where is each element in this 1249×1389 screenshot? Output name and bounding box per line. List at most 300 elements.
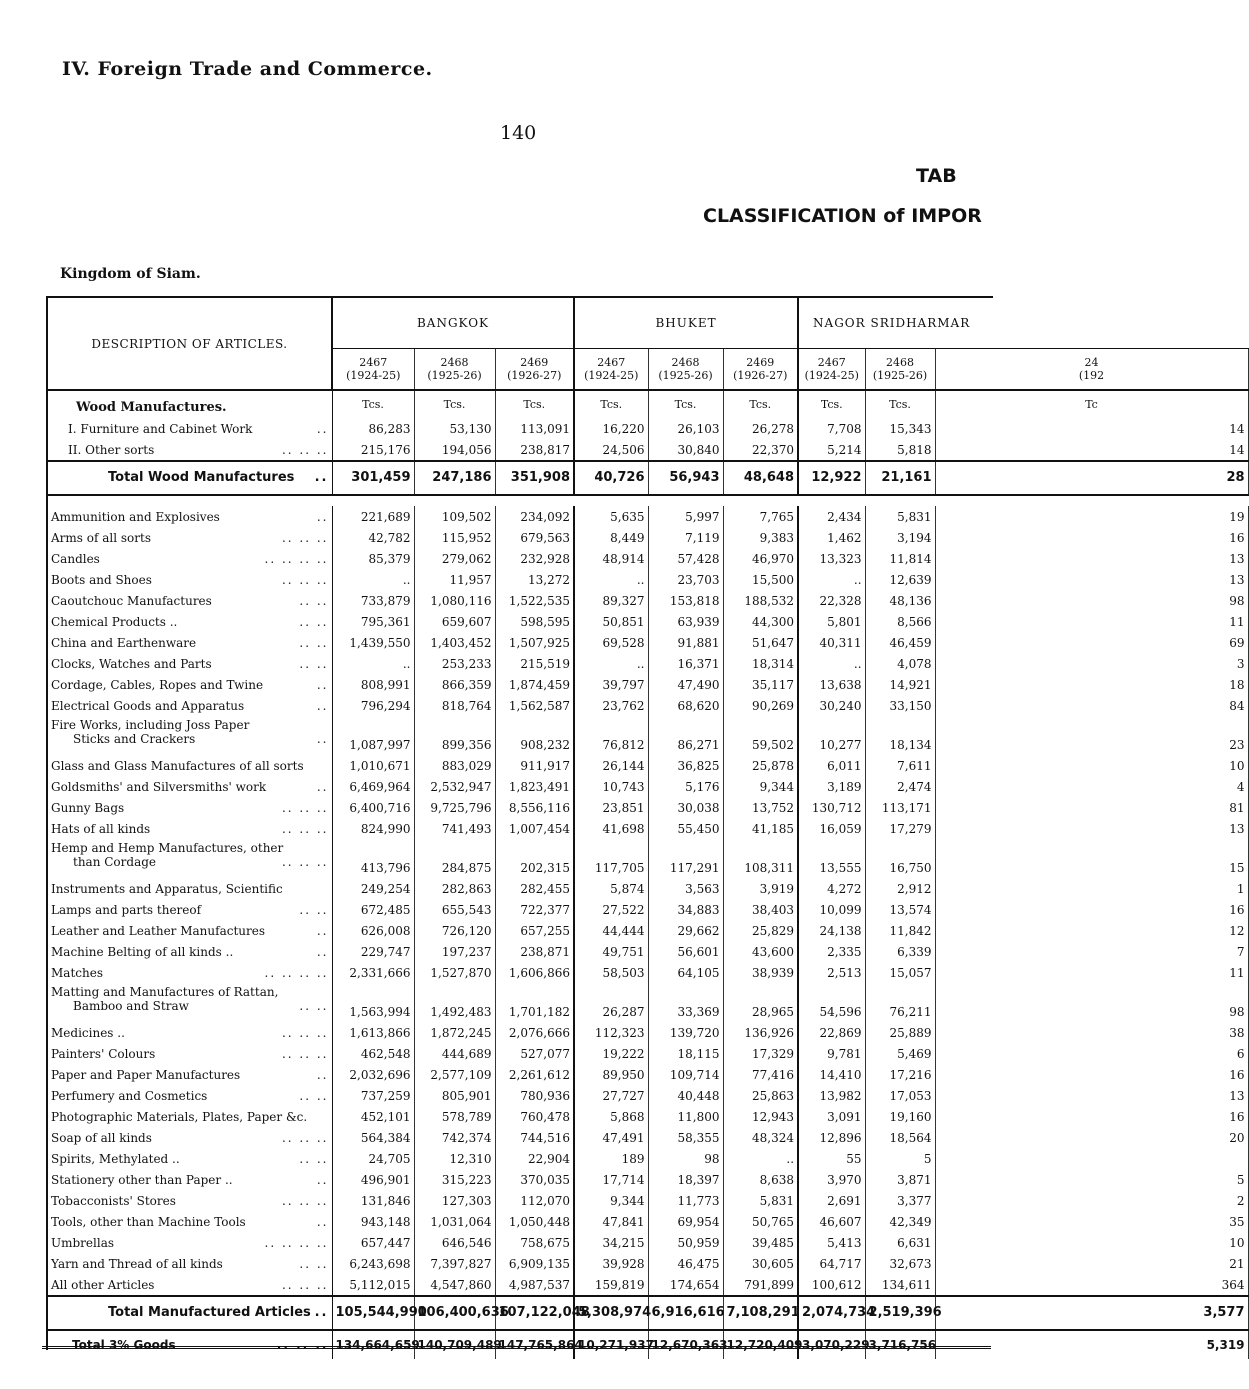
- value-cell: 18,134: [865, 716, 935, 755]
- table-row: [48, 1085, 1248, 1106]
- value-cell: 13,272: [495, 569, 574, 590]
- value-cell: 5,308,974: [574, 1296, 648, 1330]
- article-description: [48, 632, 332, 653]
- value-cell: 2,513: [798, 962, 865, 983]
- article-label: Total 3% Goods: [72, 1338, 176, 1352]
- value-cell: 1,606,866: [495, 962, 574, 983]
- value-cell: 10: [935, 1232, 1248, 1253]
- value-cell: 672,485: [332, 899, 414, 920]
- unit-cell: Tcs.: [495, 390, 574, 418]
- region-header-bangkok: BANGKOK: [332, 298, 574, 349]
- year-header: [414, 349, 495, 391]
- article-description: [48, 674, 332, 695]
- value-cell: 109,502: [414, 506, 495, 527]
- value-cell: 24,138: [798, 920, 865, 941]
- value-cell: 22,370: [723, 439, 798, 461]
- value-cell: 598,595: [495, 611, 574, 632]
- value-cell: 795,361: [332, 611, 414, 632]
- value-cell: 12,670,363: [648, 1330, 723, 1359]
- value-cell: 22,904: [495, 1148, 574, 1169]
- year-header: [798, 349, 865, 391]
- leader-dots: .. .. ..: [281, 1277, 329, 1292]
- value-cell: 17,714: [574, 1169, 648, 1190]
- value-cell: 81: [935, 797, 1248, 818]
- value-cell: 68,620: [648, 695, 723, 716]
- value-cell: 42,782: [332, 527, 414, 548]
- value-cell: 85,379: [332, 548, 414, 569]
- value-cell: 98: [648, 1148, 723, 1169]
- article-description: [48, 1022, 332, 1043]
- unit-cell: Tcs.: [865, 390, 935, 418]
- value-cell: 796,294: [332, 695, 414, 716]
- value-cell: 13,323: [798, 548, 865, 569]
- article-label: Yarn and Thread of all kinds: [51, 1256, 223, 1271]
- article-label: Goldsmiths' and Silversmiths' work: [51, 779, 267, 794]
- leader-dots: .. .. ..: [281, 800, 329, 815]
- value-cell: 908,232: [495, 716, 574, 755]
- value-cell: 2,519,396: [865, 1296, 935, 1330]
- leader-dots: ..: [314, 1305, 329, 1320]
- leader-dots: .. ..: [299, 1088, 329, 1103]
- value-cell: 7: [935, 941, 1248, 962]
- value-cell: 30,240: [798, 695, 865, 716]
- value-cell: 16,220: [574, 418, 648, 439]
- value-cell: 29,662: [648, 920, 723, 941]
- value-cell: 27,727: [574, 1085, 648, 1106]
- value-cell: 462,548: [332, 1043, 414, 1064]
- table-row: [48, 776, 1248, 797]
- value-cell: 24,506: [574, 439, 648, 461]
- leader-dots: ..: [316, 1067, 329, 1082]
- leader-dots: ..: [316, 509, 329, 524]
- value-cell: 2,691: [798, 1190, 865, 1211]
- value-cell: 26,278: [723, 418, 798, 439]
- article-label: Cordage, Cables, Ropes and Twine: [51, 677, 264, 692]
- value-cell: 22,328: [798, 590, 865, 611]
- value-cell: 282,455: [495, 878, 574, 899]
- value-cell: 15: [935, 839, 1248, 878]
- article-label: Caoutchouc Manufactures: [51, 593, 212, 608]
- leader-dots: .. .. ..: [276, 1338, 329, 1352]
- value-cell: 5,469: [865, 1043, 935, 1064]
- table-row: [48, 1043, 1248, 1064]
- article-description: [48, 653, 332, 674]
- value-cell: 17,329: [723, 1043, 798, 1064]
- value-cell: 1,701,182: [495, 983, 574, 1022]
- table-row: [48, 548, 1248, 569]
- article-label: Soap of all kinds: [51, 1130, 152, 1145]
- value-cell: 655,543: [414, 899, 495, 920]
- value-cell: 50,765: [723, 1211, 798, 1232]
- value-cell: 1,080,116: [414, 590, 495, 611]
- value-cell: 58,355: [648, 1127, 723, 1148]
- article-description: [48, 962, 332, 983]
- value-cell: 722,377: [495, 899, 574, 920]
- value-cell: 1,010,671: [332, 755, 414, 776]
- value-cell: 48,914: [574, 548, 648, 569]
- value-cell: 89,950: [574, 1064, 648, 1085]
- value-cell: 1,563,994: [332, 983, 414, 1022]
- value-cell: 86,283: [332, 418, 414, 439]
- table-label: TAB: [916, 165, 957, 187]
- article-label-cont: Bamboo and Straw: [73, 999, 189, 1013]
- value-cell: 109,714: [648, 1064, 723, 1085]
- article-label: Arms of all sorts: [51, 530, 151, 545]
- grand-total-row: [48, 1330, 1248, 1359]
- year-header: [574, 349, 648, 391]
- value-cell: 90,269: [723, 695, 798, 716]
- article-label: Electrical Goods and Apparatus: [51, 698, 245, 713]
- value-cell: 174,654: [648, 1274, 723, 1296]
- value-cell: ..: [798, 569, 865, 590]
- wood-total-row: [48, 461, 1248, 495]
- unit-cell: Tc: [935, 390, 1248, 418]
- leader-dots: .. .. ..: [281, 1193, 329, 1208]
- value-cell: 10: [935, 755, 1248, 776]
- value-cell: 98: [935, 590, 1248, 611]
- value-cell: 741,493: [414, 818, 495, 839]
- value-cell: 40,311: [798, 632, 865, 653]
- table-row: [48, 1106, 1248, 1127]
- value-cell: 215,176: [332, 439, 414, 461]
- value-cell: 626,008: [332, 920, 414, 941]
- article-description: [48, 920, 332, 941]
- table-row: [48, 818, 1248, 839]
- value-cell: 11,957: [414, 569, 495, 590]
- value-cell: 249,254: [332, 878, 414, 899]
- article-label: Fire Works, including Joss Paper: [51, 718, 250, 732]
- article-description: [48, 1296, 332, 1330]
- value-cell: 7,119: [648, 527, 723, 548]
- value-cell: 117,291: [648, 839, 723, 878]
- article-description: [48, 899, 332, 920]
- value-cell: 805,901: [414, 1085, 495, 1106]
- value-cell: 14: [935, 418, 1248, 439]
- value-cell: 3,716,756: [865, 1330, 935, 1359]
- value-cell: 1,562,587: [495, 695, 574, 716]
- value-cell: 14: [935, 439, 1248, 461]
- value-cell: 16,371: [648, 653, 723, 674]
- leader-dots: .. .. ..: [281, 855, 329, 869]
- year-be: 2468: [886, 356, 915, 369]
- value-cell: 4,987,537: [495, 1274, 574, 1296]
- value-cell: 38: [935, 1022, 1248, 1043]
- value-cell: 139,720: [648, 1022, 723, 1043]
- value-cell: 284,875: [414, 839, 495, 878]
- value-cell: 6,243,698: [332, 1253, 414, 1274]
- value-cell: 16,059: [798, 818, 865, 839]
- article-label: Glass and Glass Manufactures of all sorts: [51, 758, 304, 773]
- value-cell: 100,612: [798, 1274, 865, 1296]
- year-be: 24: [1084, 356, 1099, 369]
- table-row: [48, 716, 1248, 755]
- value-cell: 7,108,291: [723, 1296, 798, 1330]
- article-description: [48, 548, 332, 569]
- year-header: [332, 349, 414, 391]
- value-cell: 47,490: [648, 674, 723, 695]
- page-number: 140: [500, 122, 537, 144]
- value-cell: 30,605: [723, 1253, 798, 1274]
- value-cell: 40,726: [574, 461, 648, 495]
- value-cell: 53,130: [414, 418, 495, 439]
- year-ad: (192: [1078, 369, 1105, 382]
- value-cell: 30,038: [648, 797, 723, 818]
- article-description: [48, 716, 332, 755]
- value-cell: 733,879: [332, 590, 414, 611]
- value-cell: 54,596: [798, 983, 865, 1022]
- article-label: Leather and Leather Manufactures: [51, 923, 265, 938]
- article-description: [48, 1148, 332, 1169]
- year-header: [648, 349, 723, 391]
- year-be: 2469: [746, 356, 775, 369]
- value-cell: 17,216: [865, 1064, 935, 1085]
- section-heading: IV. Foreign Trade and Commerce.: [62, 58, 433, 80]
- table-row: [48, 506, 1248, 527]
- value-cell: 215,519: [495, 653, 574, 674]
- value-cell: 2,331,666: [332, 962, 414, 983]
- value-cell: 9,781: [798, 1043, 865, 1064]
- value-cell: 24,705: [332, 1148, 414, 1169]
- article-label: Candles: [51, 551, 100, 566]
- value-cell: 18,314: [723, 653, 798, 674]
- article-description: [48, 1106, 332, 1127]
- value-cell: 2,074,734: [798, 1296, 865, 1330]
- table-row: [48, 899, 1248, 920]
- value-cell: 153,818: [648, 590, 723, 611]
- value-cell: 91,881: [648, 632, 723, 653]
- article-label: Gunny Bags: [51, 800, 125, 815]
- value-cell: 2,335: [798, 941, 865, 962]
- value-cell: 4,547,860: [414, 1274, 495, 1296]
- value-cell: 5,801: [798, 611, 865, 632]
- value-cell: 3,970: [798, 1169, 865, 1190]
- article-description: [48, 506, 332, 527]
- value-cell: 808,991: [332, 674, 414, 695]
- value-cell: 140,709,489: [414, 1330, 495, 1359]
- article-description: [48, 776, 332, 797]
- value-cell: 2,532,947: [414, 776, 495, 797]
- article-description: [48, 983, 332, 1022]
- value-cell: 818,764: [414, 695, 495, 716]
- value-cell: 98: [935, 983, 1248, 1022]
- value-cell: 370,035: [495, 1169, 574, 1190]
- value-cell: 232,928: [495, 548, 574, 569]
- value-cell: 883,029: [414, 755, 495, 776]
- article-description: [48, 1127, 332, 1148]
- value-cell: 49,751: [574, 941, 648, 962]
- value-cell: 188,532: [723, 590, 798, 611]
- unit-cell: Tcs.: [723, 390, 798, 418]
- year-ad: (1924-25): [346, 369, 401, 382]
- year-be: 2468: [440, 356, 469, 369]
- value-cell: 48,136: [865, 590, 935, 611]
- article-description: [48, 1190, 332, 1211]
- value-cell: 1,522,535: [495, 590, 574, 611]
- value-cell: 58,503: [574, 962, 648, 983]
- value-cell: 113,171: [865, 797, 935, 818]
- value-cell: 25,878: [723, 755, 798, 776]
- value-cell: 5,997: [648, 506, 723, 527]
- value-cell: 866,359: [414, 674, 495, 695]
- value-cell: 315,223: [414, 1169, 495, 1190]
- value-cell: ..: [332, 569, 414, 590]
- value-cell: 5,868: [574, 1106, 648, 1127]
- value-cell: 147,765,864: [495, 1330, 574, 1359]
- leader-dots: .. .. .. ..: [264, 551, 329, 566]
- year-header: [495, 349, 574, 391]
- value-cell: 5,319: [935, 1330, 1248, 1359]
- value-cell: 35,117: [723, 674, 798, 695]
- value-cell: 6,916,616: [648, 1296, 723, 1330]
- value-cell: 64,105: [648, 962, 723, 983]
- table-row: [48, 1253, 1248, 1274]
- value-cell: 1,872,245: [414, 1022, 495, 1043]
- value-cell: 943,148: [332, 1211, 414, 1232]
- table-row: [48, 755, 1248, 776]
- value-cell: 46,970: [723, 548, 798, 569]
- value-cell: 16: [935, 899, 1248, 920]
- value-cell: 13: [935, 548, 1248, 569]
- value-cell: 59,502: [723, 716, 798, 755]
- leader-dots: .. ..: [299, 902, 329, 917]
- value-cell: 18,115: [648, 1043, 723, 1064]
- value-cell: 1,007,454: [495, 818, 574, 839]
- article-label: Medicines ..: [51, 1025, 125, 1040]
- value-cell: 21,161: [865, 461, 935, 495]
- value-cell: 30,840: [648, 439, 723, 461]
- leader-dots: ..: [316, 944, 329, 959]
- value-cell: 112,323: [574, 1022, 648, 1043]
- value-cell: 3,070,229: [798, 1330, 865, 1359]
- value-cell: 48,648: [723, 461, 798, 495]
- value-cell: 646,546: [414, 1232, 495, 1253]
- article-description: [48, 1232, 332, 1253]
- article-label: Hats of all kinds: [51, 821, 151, 836]
- value-cell: 76,211: [865, 983, 935, 1022]
- imports-classification-table: [48, 298, 1249, 1359]
- value-cell: 238,871: [495, 941, 574, 962]
- value-cell: 16: [935, 1064, 1248, 1085]
- year-ad: (1924-25): [804, 369, 859, 382]
- value-cell: 1,492,483: [414, 983, 495, 1022]
- value-cell: 28: [935, 461, 1248, 495]
- value-cell: 364: [935, 1274, 1248, 1296]
- value-cell: 5,214: [798, 439, 865, 461]
- value-cell: 189: [574, 1148, 648, 1169]
- value-cell: 760,478: [495, 1106, 574, 1127]
- article-label-cont: Sticks and Crackers: [73, 732, 196, 746]
- value-cell: ..: [723, 1148, 798, 1169]
- unit-cell: Tcs.: [574, 390, 648, 418]
- region-header-bhuket: BHUKET: [574, 298, 798, 349]
- article-description: [48, 1043, 332, 1064]
- value-cell: 11,842: [865, 920, 935, 941]
- value-cell: 46,459: [865, 632, 935, 653]
- value-cell: 3,091: [798, 1106, 865, 1127]
- value-cell: 7,397,827: [414, 1253, 495, 1274]
- value-cell: 43,600: [723, 941, 798, 962]
- article-label: Chemical Products ..: [51, 614, 178, 629]
- value-cell: 134,611: [865, 1274, 935, 1296]
- article-label: Tools, other than Machine Tools: [51, 1214, 246, 1229]
- unit-cell: Tcs.: [798, 390, 865, 418]
- value-cell: 2,032,696: [332, 1064, 414, 1085]
- table-row: [48, 962, 1248, 983]
- table-row: [48, 439, 1248, 461]
- value-cell: 12,943: [723, 1106, 798, 1127]
- value-cell: 41,698: [574, 818, 648, 839]
- article-label: Boots and Shoes: [51, 572, 152, 587]
- value-cell: 679,563: [495, 527, 574, 548]
- leader-dots: ..: [316, 779, 329, 794]
- value-cell: 23,703: [648, 569, 723, 590]
- value-cell: 39,797: [574, 674, 648, 695]
- article-label: Clocks, Watches and Parts: [51, 656, 212, 671]
- value-cell: 8,449: [574, 527, 648, 548]
- value-cell: 726,120: [414, 920, 495, 941]
- value-cell: 16,750: [865, 839, 935, 878]
- value-cell: 38,939: [723, 962, 798, 983]
- value-cell: 47,841: [574, 1211, 648, 1232]
- value-cell: 2,577,109: [414, 1064, 495, 1085]
- value-cell: 444,689: [414, 1043, 495, 1064]
- article-label: Perfumery and Cosmetics: [51, 1088, 208, 1103]
- value-cell: 33,369: [648, 983, 723, 1022]
- article-description: [48, 755, 332, 776]
- value-cell: 1,527,870: [414, 962, 495, 983]
- table-row: [48, 632, 1248, 653]
- value-cell: 25,889: [865, 1022, 935, 1043]
- table-bottom-rule: [42, 1346, 991, 1349]
- value-cell: 39,485: [723, 1232, 798, 1253]
- article-description: [48, 569, 332, 590]
- leader-dots: .. ..: [299, 656, 329, 671]
- article-description: [48, 439, 332, 461]
- leader-dots: ..: [316, 698, 329, 713]
- table-row: [48, 1127, 1248, 1148]
- article-description: [48, 1330, 332, 1359]
- value-cell: 105,544,990: [332, 1296, 414, 1330]
- value-cell: [935, 1148, 1248, 1169]
- spacer-row: [48, 495, 1248, 506]
- value-cell: 12,922: [798, 461, 865, 495]
- value-cell: 413,796: [332, 839, 414, 878]
- value-cell: 56,943: [648, 461, 723, 495]
- table-body: [48, 390, 1248, 1359]
- table-row: [48, 920, 1248, 941]
- value-cell: 9,383: [723, 527, 798, 548]
- article-label: Total Wood Manufactures: [108, 470, 295, 485]
- value-cell: 742,374: [414, 1127, 495, 1148]
- value-cell: 2,261,612: [495, 1064, 574, 1085]
- value-cell: 76,812: [574, 716, 648, 755]
- article-description: [48, 527, 332, 548]
- value-cell: 23,851: [574, 797, 648, 818]
- table-row: [48, 839, 1248, 878]
- year-header: [865, 349, 935, 391]
- leader-dots: .. .. ..: [281, 821, 329, 836]
- value-cell: 12,896: [798, 1127, 865, 1148]
- leader-dots: ..: [316, 421, 329, 436]
- value-cell: 12,310: [414, 1148, 495, 1169]
- value-cell: 6,631: [865, 1232, 935, 1253]
- leader-dots: .. .. ..: [281, 1046, 329, 1061]
- group-title-wood: Wood Manufactures.: [48, 390, 332, 418]
- value-cell: 19,222: [574, 1043, 648, 1064]
- value-cell: 5: [935, 1169, 1248, 1190]
- value-cell: 25,829: [723, 920, 798, 941]
- table-row: [48, 1022, 1248, 1043]
